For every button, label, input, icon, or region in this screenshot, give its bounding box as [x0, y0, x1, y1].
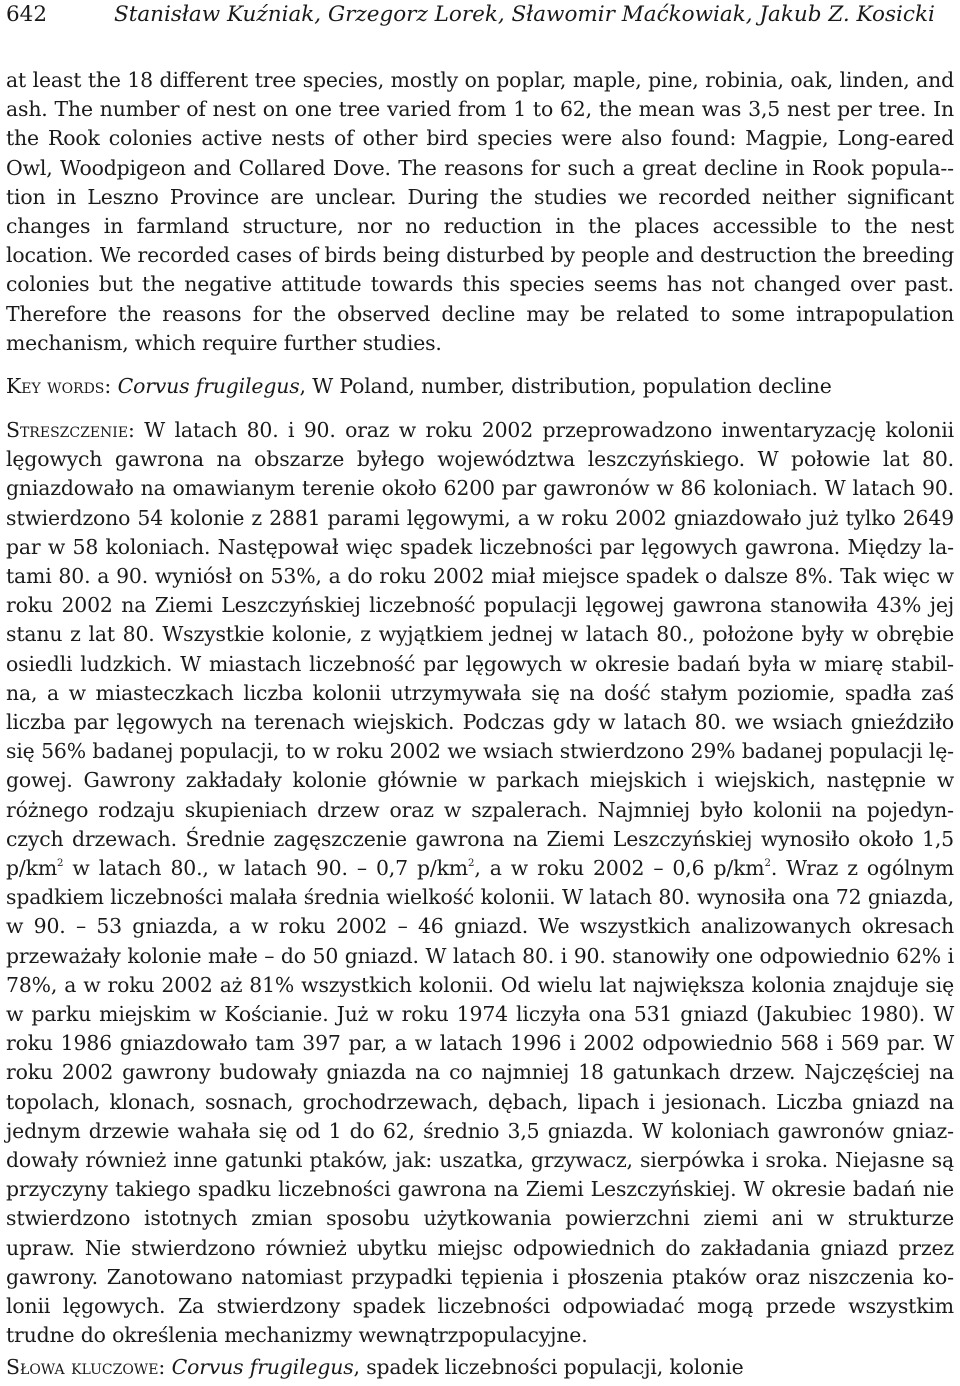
page-number: 642: [6, 2, 48, 27]
keywords-english-label: Key words:: [6, 374, 112, 398]
superscript-2: 2: [467, 857, 475, 869]
keywords-english: [6, 372, 954, 401]
running-head-authors: Stanisław Kuźniak, Grzegorz Lorek, Sławomir Maćkowiak, Jakub Z. Kosicki: [114, 2, 935, 27]
abstract-polish-text-2: w latach 80., w latach 90. – 0,7 p/km: [63, 856, 468, 881]
abstract-polish-text-3: , a w roku 2002 – 0,6 p/km: [474, 856, 765, 881]
abstract-polish: [6, 416, 954, 1351]
superscript-2: 2: [57, 857, 64, 869]
keywords-english-terms: , W Poland, number, distribution, population decline: [299, 374, 832, 398]
abstract-polish-label: Streszczenie:: [6, 418, 135, 442]
superscript-2: 2: [764, 857, 771, 869]
abstract-polish-text-1: W latach 80. i 90. oraz w roku 2002 przeprowadzono inwentaryzację kolonii lęgowych gawrona na obszarze byłego województwa leszczyńskiego. W połowie lat 80. gniazdowało na omawianym terenie około 6200 par gawronów w 86 koloniach. W latach 90. stwierdzono 54 kolonie z 2881 parami lęgowymi, a w roku 2002 gniazdowało już tylko 2649 par w 58 koloniach. Następował więc spadek liczebności par lęgowych gawrona. Między latami 80. a 90. wyniósł on 53%, a do roku 2002 miał miejsce spadek o dalsze 8%. Tak więc w roku 2002 na Ziemi Leszczyńskiej liczebność populacji lęgowej gawrona stanowiła 43% jej stanu z lat 80. Wszystkie kolonie, z wyjątkiem jednej w latach 80., położone były w obrębie osiedli ludzkich. W miastach liczebność par lęgowych w okresie badań była w miarę stabilna, a w miasteczkach liczba kolonii utrzymywała się na dość stałym poziomie, spadła zaś liczba par lęgowych na terenach wiejskich. Podczas gdy w latach 80. we wsiach gnieździło się 56% badanej populacji, to w roku 2002 we wsiach stwierdzono 29% badanej populacji lęgowej. Gawrony zakładały kolonie głównie w parkach miejskich i wiejskich, następnie w różnego rodzaju skupieniach drzew oraz w szpalerach. Najmniej było kolonii na pojedynczych drzewach. Średnie zagęszczenie gawrona na Ziemi Leszczyńskiej wynosiło około 1,5 p/km: [6, 418, 954, 881]
abstract-english: at least the 18 different tree species, mostly on poplar, maple, pine, robinia, oak, linden, and ash. The number of nest on one tree varied from 1 to 62, the mean was 3,5 nest per tree. In the Rook colonies active nests of other bird species were also found: Magpie, Long-eared Owl, Woodpigeon and Collared Dove. The reasons for such a great decline in Rook popula-tion in Leszno Province are unclear. During the studies we recorded neither significant changes in farmland structure, nor no reduction in the places accessible to the nest location. We recorded cases of birds being disturbed by people and destruction the breeding colonies but the negative attitude towards this species seems has not changed over past. Therefore the reasons for the observed decline may be related to some intrapopulation mechanism, which require further studies.: [6, 68, 954, 355]
keywords-polish-terms: , spadek liczebności populacji, kolonie: [353, 1355, 744, 1379]
running-head: [6, 0, 952, 30]
keywords-polish: [6, 1353, 954, 1382]
keywords-polish-species: Corvus frugilegus: [171, 1355, 354, 1379]
keywords-english-species: Corvus frugilegus: [117, 374, 300, 398]
keywords-polish-label: Słowa kluczowe:: [6, 1355, 166, 1379]
abstract-polish-text-4: . Wraz z ogólnym spadkiem liczebności malała średnia wielkość kolonii. W latach 80. wynosiła ona 72 gniazda, w 90. – 53 gniazda, a w roku 2002 – 46 gniazd. We wszystkich analizowanych okresach przeważały kolonie małe – do 50 gniazd. W latach 80. i 90. stanowiły one odpowiednio 62% i 78%, a w roku 2002 aż 81% wszystkich kolonii. Od wielu lat największa kolonia znajduje się w parku miejskim w Kościanie. Już w roku 1974 liczyła ona 531 gniazd (Jakubiec 1980). W roku 1986 gniazdowało tam 397 par, a w latach 1996 i 2002 odpowiednio 568 i 569 par. W roku 2002 gawrony budowały gniazda na co najmniej 18 gatunkach drzew. Najczęściej na topolach, klonach, sosnach, grochodrzewach, dębach, lipach i jesionach. Liczba gniazd na jednym drzewie wahała się od 1 do 62, średnio 3,5 gniazda. W koloniach gawronów gniazdowały również inne gatunki ptaków, jak: uszatka, grzywacz, sierpówka i sroka. Niejasne są przyczyny takiego spadku liczebności gawrona na Ziemi Leszczyńskiej. W okresie badań nie stwierdzono istotnych zmian sposobu użytkowania powierzchni ziemi ani w strukturze upraw. Nie stwierdzono również ubytku miejsc odpowiednich do zakładania gniazd przez gawrony. Zanotowano natomiast przypadki tępienia i płoszenia ptaków oraz niszczenia kolonii lęgowych. Za stwierdzony spadek liczebności odpowiadać mogą przede wszystkim trudne do określenia mechanizmy wewnątrzpopulacyjne.: [6, 856, 954, 1348]
